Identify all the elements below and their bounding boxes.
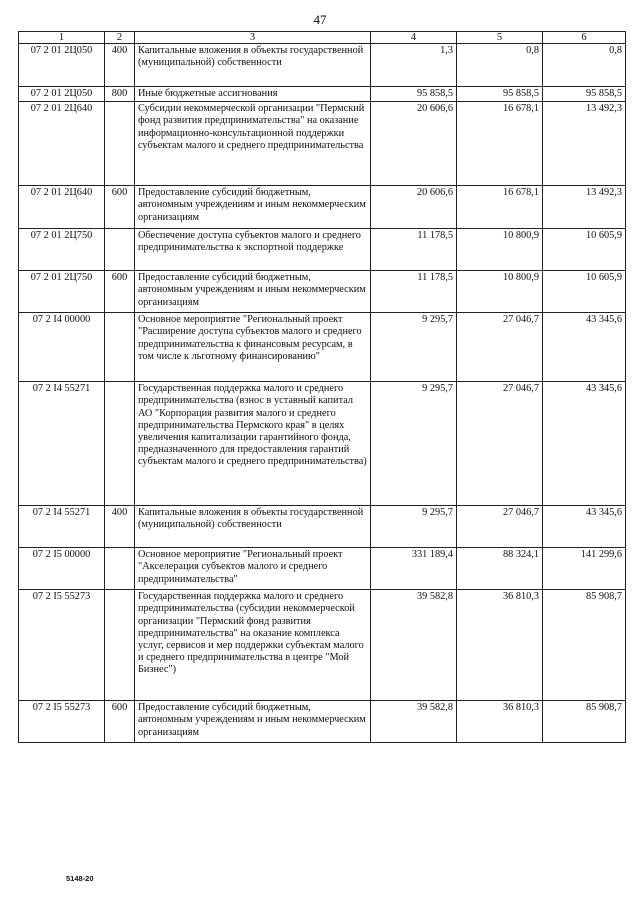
row-expense-type: 600 <box>105 701 135 743</box>
row-value-4: 9 295,7 <box>371 382 457 506</box>
row-value-6: 95 858,5 <box>543 87 626 102</box>
row-code: 07 2 I5 00000 <box>19 548 105 590</box>
col-header-2: 2 <box>105 32 135 44</box>
budget-table <box>18 31 626 743</box>
row-value-4: 9 295,7 <box>371 506 457 548</box>
table-row <box>19 506 626 548</box>
row-name: Иные бюджетные ассигнования <box>135 87 371 102</box>
row-code: 07 2 01 2Ц640 <box>19 102 105 186</box>
row-code: 07 2 I5 55273 <box>19 590 105 701</box>
table-row <box>19 186 626 229</box>
row-value-4: 11 178,5 <box>371 271 457 313</box>
row-value-5: 16 678,1 <box>457 186 543 229</box>
row-value-6: 10 605,9 <box>543 229 626 271</box>
table-row <box>19 271 626 313</box>
row-code: 07 2 01 2Ц050 <box>19 44 105 87</box>
row-expense-type <box>105 102 135 186</box>
row-value-5: 27 046,7 <box>457 313 543 382</box>
header-row <box>19 32 626 44</box>
table-row <box>19 87 626 102</box>
row-value-6: 10 605,9 <box>543 271 626 313</box>
col-header-5: 5 <box>457 32 543 44</box>
row-value-6: 43 345,6 <box>543 382 626 506</box>
row-value-4: 1,3 <box>371 44 457 87</box>
row-value-6: 43 345,6 <box>543 506 626 548</box>
row-expense-type <box>105 313 135 382</box>
row-code: 07 2 I4 55271 <box>19 382 105 506</box>
row-code: 07 2 I4 55271 <box>19 506 105 548</box>
row-name: Государственная поддержка малого и среднего предпринимательства (субсидии некоммерческой организации "Пермский фонд развития предпринимательства" на оказание комплекса услуг, сервисов и мер поддержки субъектам малого и среднего предпринимательства в центре "Мой Бизнес") <box>135 590 371 701</box>
row-value-5: 27 046,7 <box>457 382 543 506</box>
table-row <box>19 701 626 743</box>
row-expense-type: 600 <box>105 186 135 229</box>
row-value-5: 0,8 <box>457 44 543 87</box>
row-expense-type: 400 <box>105 506 135 548</box>
row-value-6: 85 908,7 <box>543 590 626 701</box>
row-name: Капитальные вложения в объекты государственной (муниципальной) собственности <box>135 506 371 548</box>
col-header-3: 3 <box>135 32 371 44</box>
col-header-1: 1 <box>19 32 105 44</box>
row-value-6: 85 908,7 <box>543 701 626 743</box>
table-row <box>19 102 626 186</box>
row-expense-type <box>105 548 135 590</box>
col-header-6: 6 <box>543 32 626 44</box>
row-value-6: 0,8 <box>543 44 626 87</box>
row-value-6: 141 299,6 <box>543 548 626 590</box>
row-value-5: 27 046,7 <box>457 506 543 548</box>
row-name: Субсидии некоммерческой организации "Пермский фонд развития предпринимательства" на оказание информационно-консультационной поддержки субъектам малого и среднего предпринимательства <box>135 102 371 186</box>
row-value-6: 43 345,6 <box>543 313 626 382</box>
page-number: 47 <box>313 12 327 27</box>
table-row <box>19 313 626 382</box>
row-value-4: 95 858,5 <box>371 87 457 102</box>
row-name: Основное мероприятие "Региональный проект "Акселерация субъектов малого и среднего предпринимательства" <box>135 548 371 590</box>
row-code: 07 2 01 2Ц640 <box>19 186 105 229</box>
row-value-5: 88 324,1 <box>457 548 543 590</box>
col-header-4: 4 <box>371 32 457 44</box>
row-code: 07 2 01 2Ц750 <box>19 271 105 313</box>
row-value-4: 20 606,6 <box>371 102 457 186</box>
table-row <box>19 382 626 506</box>
row-value-5: 36 810,3 <box>457 701 543 743</box>
row-expense-type: 600 <box>105 271 135 313</box>
row-name: Капитальные вложения в объекты государственной (муниципальной) собственности <box>135 44 371 87</box>
table-row <box>19 229 626 271</box>
table-row <box>19 590 626 701</box>
document-id: 5148-20 <box>66 874 94 883</box>
row-value-6: 13 492,3 <box>543 186 626 229</box>
row-expense-type: 400 <box>105 44 135 87</box>
table-row <box>19 44 626 87</box>
row-value-5: 10 800,9 <box>457 229 543 271</box>
row-value-4: 11 178,5 <box>371 229 457 271</box>
row-value-4: 39 582,8 <box>371 701 457 743</box>
row-value-4: 20 606,6 <box>371 186 457 229</box>
row-value-5: 10 800,9 <box>457 271 543 313</box>
row-code: 07 2 01 2Ц750 <box>19 229 105 271</box>
row-value-4: 331 189,4 <box>371 548 457 590</box>
row-value-4: 9 295,7 <box>371 313 457 382</box>
row-expense-type <box>105 590 135 701</box>
row-name: Предоставление субсидий бюджетным, автономным учреждениям и иным некоммерческим организациям <box>135 186 371 229</box>
row-expense-type <box>105 382 135 506</box>
row-value-4: 39 582,8 <box>371 590 457 701</box>
row-value-5: 16 678,1 <box>457 102 543 186</box>
row-name: Основное мероприятие "Региональный проект "Расширение доступа субъектов малого и среднего предпринимательства к финансовым ресурсам, в том числе к льготному финансированию" <box>135 313 371 382</box>
table-row <box>19 548 626 590</box>
row-value-5: 95 858,5 <box>457 87 543 102</box>
row-code: 07 2 I4 00000 <box>19 313 105 382</box>
row-expense-type <box>105 229 135 271</box>
row-code: 07 2 01 2Ц050 <box>19 87 105 102</box>
row-name: Предоставление субсидий бюджетным, автономным учреждениям и иным некоммерческим организациям <box>135 701 371 743</box>
row-value-5: 36 810,3 <box>457 590 543 701</box>
row-name: Государственная поддержка малого и среднего предпринимательства (взнос в уставный капитал АО "Корпорация развития малого и среднего предпринимательства Пермского края" в целях увеличения капитализации гарантийного фонда, предназначенного для предоставления гарантий субъектам малого и среднего предпринимательства) <box>135 382 371 506</box>
row-expense-type: 800 <box>105 87 135 102</box>
row-code: 07 2 I5 55273 <box>19 701 105 743</box>
row-value-6: 13 492,3 <box>543 102 626 186</box>
row-name: Обеспечение доступа субъектов малого и среднего предпринимательства к экспортной поддержке <box>135 229 371 271</box>
row-name: Предоставление субсидий бюджетным, автономным учреждениям и иным некоммерческим организациям <box>135 271 371 313</box>
